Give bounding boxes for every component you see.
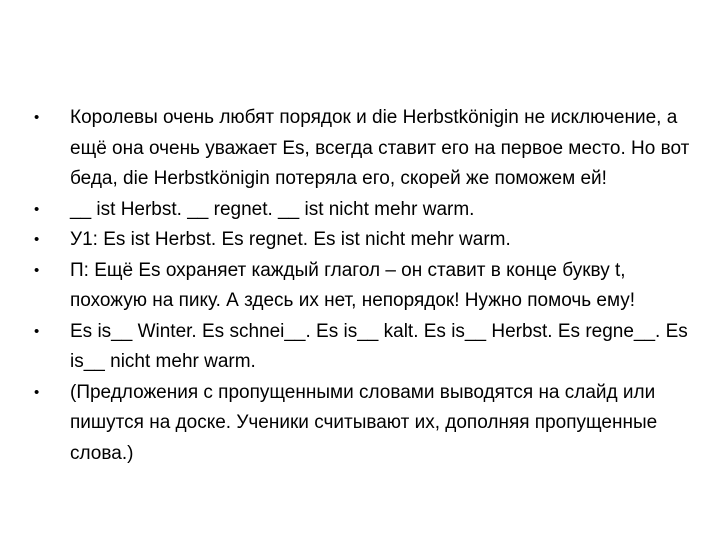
bullet-text-exercise: Es is__ Winter. Es schnei__. Es is__ kalt. Es is__ Herbst. Es regne__. Es is__ nicht mehr warm.: [70, 320, 688, 372]
bullet-item: [34, 225, 694, 256]
bullet-icon: •: [34, 200, 40, 218]
bullet-text-instruction: П: Ещё Es охраняет каждый глагол – он ставит в конце букву t, похожую на пику. А здесь их нет, непорядок! Нужно помочь ему!: [70, 259, 636, 311]
bullet-item: [34, 103, 694, 195]
bullet-icon: •: [34, 322, 40, 340]
bullet-text-note: (Предложения с пропущенными словами выводятся на слайд или пишутся на доске. Ученики считывают их, дополняя пропущенные слова.): [70, 381, 658, 464]
bullet-icon: •: [34, 261, 40, 279]
bullet-icon: •: [34, 383, 40, 401]
bullet-text-gap-sentences: __ ist Herbst. __ regnet. __ ist nicht mehr warm.: [70, 198, 475, 220]
bullet-text-answer: У1: Es ist Herbst. Es regnet. Es ist nicht mehr warm.: [70, 229, 511, 250]
bullet-item: [34, 378, 694, 470]
bullet-icon: •: [34, 109, 40, 126]
bullet-list: [34, 103, 694, 469]
bullet-item: [34, 317, 694, 378]
bullet-icon: •: [34, 231, 40, 248]
bullet-item: [34, 256, 694, 317]
bullet-text-intro: Королевы очень любят порядок и die Herbstkönigin не исключение, а ещё она очень уважает Es, всегда ставит его на первое место. Но вот беда, die Herbstkönigin потеряла его, скорей же поможем ей!: [70, 107, 690, 189]
bullet-item: [34, 195, 694, 226]
